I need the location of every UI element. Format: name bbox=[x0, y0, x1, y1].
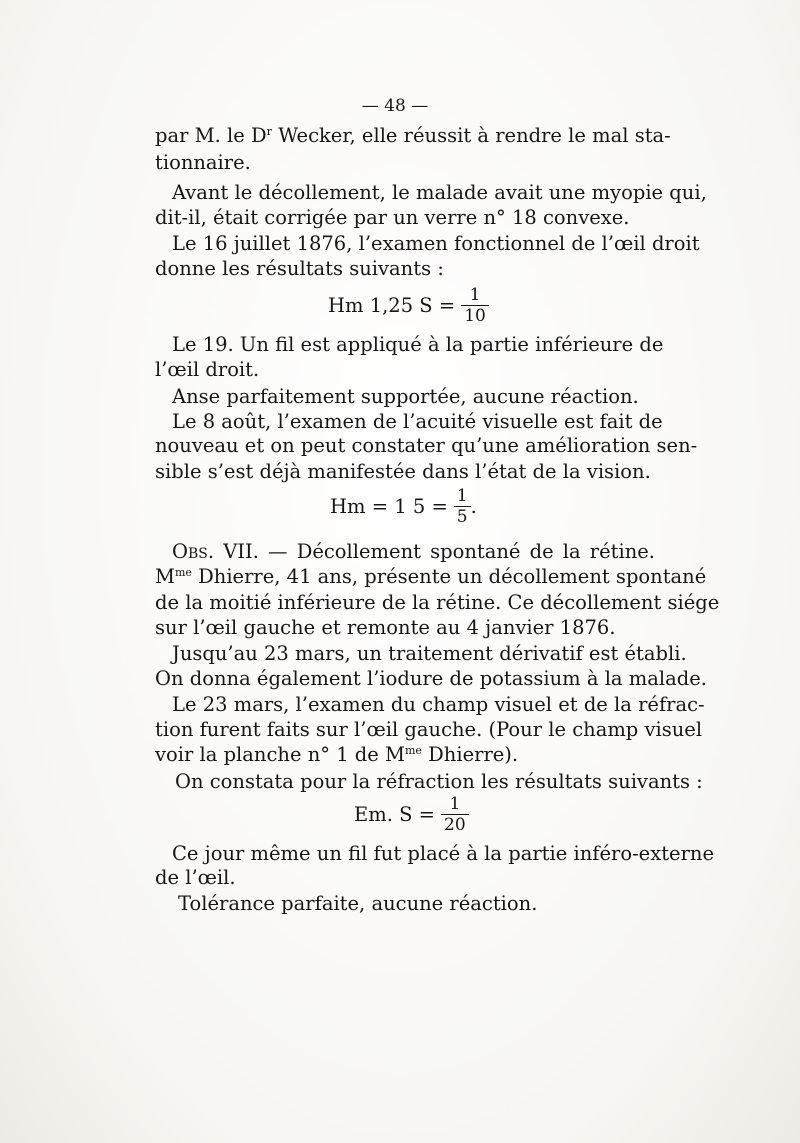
formula-1 bbox=[328, 285, 489, 326]
text-line-16: sur l’œil gauche et remonte au 4 janvier 1876. bbox=[155, 616, 616, 639]
page-number: — 48 — bbox=[361, 96, 429, 116]
text-line-10: Le 8 août, l’examen de l’acuité visuelle est fait de bbox=[172, 410, 663, 433]
text-line-21-start: voir la planche n° 1 de M bbox=[155, 743, 405, 766]
text-line-1-start: par M. le D bbox=[155, 124, 267, 147]
text-line-24: de l’œil. bbox=[155, 866, 236, 889]
text-line-20: tion furent faits sur l’œil gauche. (Pour le champ visuel bbox=[155, 718, 703, 741]
text-line-5: Le 16 juillet 1876, l’examen fonctionnel de l’œil droit bbox=[172, 232, 700, 255]
text-line-1 bbox=[155, 124, 671, 148]
text-line-23: Ce jour même un fil fut placé à la partie inféro-externe bbox=[172, 842, 715, 865]
text-line-2: tionnaire. bbox=[155, 151, 251, 174]
formula-3 bbox=[354, 794, 469, 835]
observation-heading: Obs. VII. bbox=[172, 540, 259, 563]
formula-2-numerator: 1 bbox=[456, 486, 468, 506]
text-line-6: donne les résultats suivants : bbox=[155, 257, 444, 280]
text-line-21 bbox=[155, 743, 655, 767]
formula-2-lhs: Hm = 1 5 = bbox=[330, 495, 448, 518]
madame-superscript: me bbox=[174, 566, 192, 579]
text-line-17: Jusqu’au 23 mars, un traitement dérivatif est établi. bbox=[172, 642, 687, 665]
text-line-22: On constata pour la réfraction les résultats suivants : bbox=[175, 770, 703, 793]
text-line-14 bbox=[155, 565, 707, 589]
formula-1-numerator: 1 bbox=[469, 285, 481, 305]
formula-3-fraction bbox=[441, 794, 469, 835]
text-line-13 bbox=[172, 540, 655, 564]
observation-title: — Décollement spontané de la rétine. bbox=[258, 540, 656, 563]
text-line-25: Tolérance parfaite, aucune réaction. bbox=[178, 892, 538, 915]
formula-2-denominator: 5 bbox=[454, 506, 471, 527]
text-line-18: On donna également l’iodure de potassium à la malade. bbox=[155, 667, 707, 690]
formula-2-period: . bbox=[470, 495, 477, 518]
formula-1-fraction bbox=[461, 285, 489, 326]
text-line-3: Avant le décollement, le malade avait une myopie qui, bbox=[172, 181, 707, 204]
text-line-19: Le 23 mars, l’examen du champ visuel et de la réfrac- bbox=[172, 693, 705, 716]
formula-2-fraction bbox=[454, 486, 471, 527]
text-line-9: Anse parfaitement supportée, aucune réaction. bbox=[172, 385, 639, 408]
text-line-1-rest: Wecker, elle réussit à rendre le mal sta- bbox=[271, 124, 671, 147]
doctor-superscript: r bbox=[266, 125, 272, 138]
madame-superscript-2: me bbox=[405, 744, 422, 757]
text-line-4: dit-il, était corrigée par un verre n° 18 convexe. bbox=[155, 206, 630, 229]
text-line-8: l’œil droit. bbox=[155, 358, 260, 381]
text-line-15: de la moitié inférieure de la rétine. Ce décollement siége bbox=[155, 591, 720, 614]
formula-3-lhs: Em. S = bbox=[354, 803, 436, 826]
formula-1-denominator: 10 bbox=[461, 305, 489, 326]
text-line-21-rest: Dhierre). bbox=[421, 743, 519, 766]
text-line-14-start: M bbox=[155, 565, 175, 588]
text-line-11: nouveau et on peut constater qu’une amélioration sen- bbox=[155, 434, 698, 457]
text-line-14-rest: Dhierre, 41 ans, présente un décollement spontané bbox=[191, 565, 707, 588]
formula-3-numerator: 1 bbox=[449, 794, 461, 814]
formula-1-lhs: Hm 1,25 S = bbox=[328, 294, 456, 317]
formula-2 bbox=[330, 486, 477, 527]
formula-3-denominator: 20 bbox=[441, 814, 469, 835]
text-line-7: Le 19. Un fil est appliqué à la partie inférieure de bbox=[172, 333, 664, 356]
text-line-12: sible s’est déjà manifestée dans l’état de la vision. bbox=[155, 460, 651, 483]
